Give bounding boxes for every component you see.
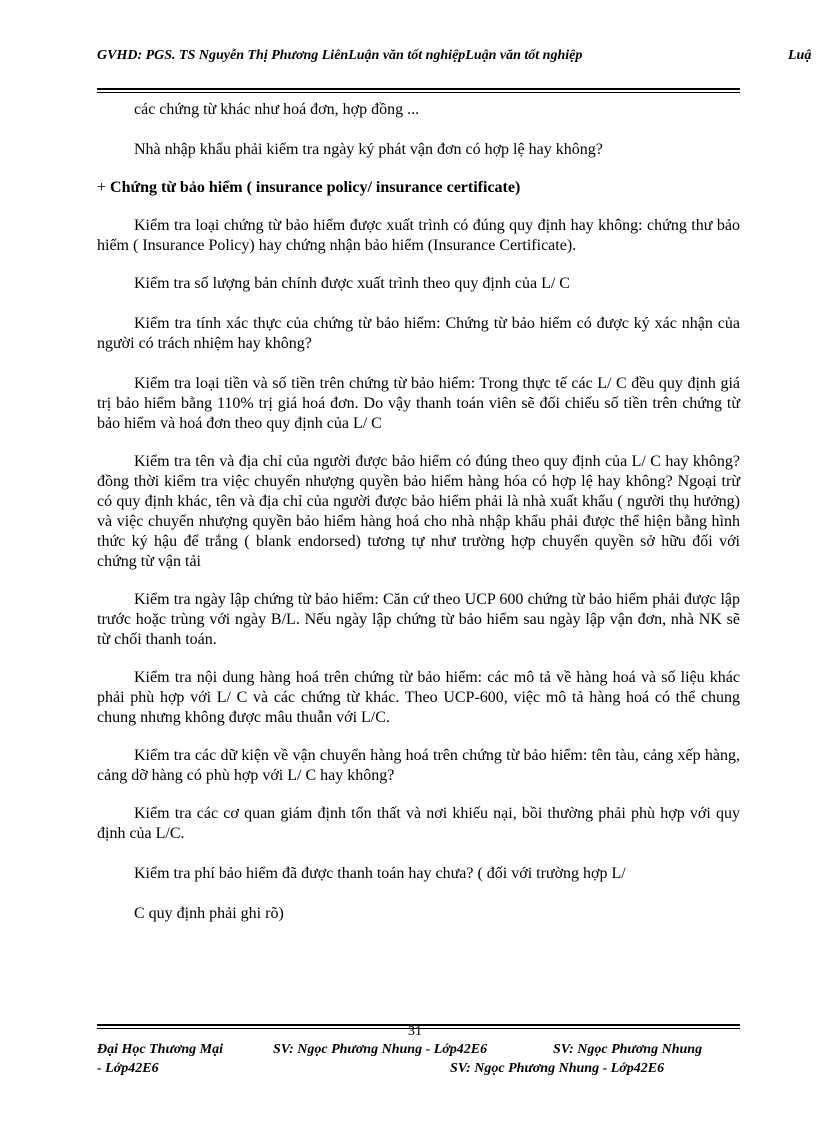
paragraph: Kiểm tra loại chứng từ bảo hiểm được xuất trình có đúng quy định hay không: chứng thư bảo hiểm ( Insurance Policy) hay chứng nhận bảo hiểm (Insurance Certificate). bbox=[97, 217, 740, 254]
page-number: 31 bbox=[408, 1024, 422, 1039]
paragraph: Kiểm tra tính xác thực của chứng từ bảo hiểm: Chứng từ bảo hiểm có được ký xác nhận của người có trách nhiệm hay không? bbox=[97, 315, 740, 352]
paragraph: Kiểm tra nội dung hàng hoá trên chứng từ bảo hiểm: các mô tả về hàng hoá và số liệu khác phải phù hợp với L/ C và các chứng từ khác. Theo UCP-600, việc mô tả hàng hoá có thể chung chung nhưng không được mâu thuẫn với L/C. bbox=[97, 669, 740, 726]
page-footer bbox=[97, 1040, 740, 1078]
header-rule-thin bbox=[97, 92, 740, 93]
footer-student: - Lớp42E6 bbox=[97, 1061, 159, 1076]
paragraph: Kiểm tra tên và địa chỉ của người được bảo hiểm có đúng theo quy định của L/ C hay không? đồng thời kiểm tra việc chuyển nhượng quyền bảo hiểm hàng hóa có hợp lệ hay không? Ngoại trừ có quy định khác, tên và địa chỉ của người được bảo hiểm phải là nhà xuất khẩu ( người thụ hưởng) và việc chuyển nhượng quyền bảo hiểm hàng hoá cho nhà nhập khẩu phải được thể hiện bằng hình thức ký hậu để trắng ( blank endorsed) tương tự như trường hợp chuyển quyền sở hữu đối với chứng từ vận tải bbox=[97, 453, 740, 570]
footer-school: Đại Học Thương Mại bbox=[97, 1042, 223, 1057]
paragraph: Kiểm tra số lượng bản chính được xuất trình theo quy định của L/ C bbox=[134, 275, 570, 292]
footer-student: SV: Ngọc Phương Nhung bbox=[553, 1042, 703, 1057]
paragraph: Kiểm tra phí bảo hiểm đã được thanh toán hay chưa? ( đối với trường hợp L/ bbox=[134, 865, 626, 882]
heading-text: Chứng từ bảo hiểm ( insurance policy/ insurance certificate) bbox=[110, 179, 521, 196]
footer-student: SV: Ngọc Phương Nhung - Lớp42E6 bbox=[273, 1042, 488, 1057]
heading-prefix: + bbox=[97, 179, 107, 196]
paragraph: Kiểm tra các dữ kiện về vận chuyển hàng hoá trên chứng từ bảo hiểm: tên tàu, cảng xếp hàng, cảng dỡ hàng có phù hợp với L/ C hay không? bbox=[97, 747, 740, 784]
header-rule-thick bbox=[97, 88, 740, 90]
header-left-text: GVHD: PGS. TS Nguyễn Thị Phương LiênLuận văn tốt nghiệpLuận văn tốt nghiệp bbox=[97, 48, 583, 63]
paragraph: Kiểm tra ngày lập chứng từ bảo hiểm: Căn cứ theo UCP 600 chứng từ bảo hiểm phải được lập trước hoặc trùng với ngày B/L. Nếu ngày lập chứng từ bảo hiểm sau ngày lập vận đơn, nhà NK sẽ từ chối thanh toán. bbox=[97, 591, 740, 648]
paragraph: Kiểm tra loại tiền và số tiền trên chứng từ bảo hiểm: Trong thực tế các L/ C đều quy định giá trị bảo hiểm bằng 110% trị giá hoá đơn. Do vậy thanh toán viên sẽ đối chiếu số tiền trên chứng từ bảo hiểm và hoá đơn theo quy định của L/ C bbox=[97, 375, 740, 432]
footer-student: SV: Ngọc Phương Nhung - Lớp42E6 bbox=[450, 1061, 665, 1076]
paragraph: Nhà nhập khẩu phải kiểm tra ngày ký phát vận đơn có hợp lệ hay không? bbox=[134, 141, 603, 158]
paragraph: C quy định phải ghi rõ) bbox=[134, 905, 284, 922]
paragraph: Kiểm tra các cơ quan giám định tổn thất và nơi khiếu nại, bồi thường phải phù hợp với quy định của L/C. bbox=[97, 805, 740, 842]
page-header bbox=[97, 48, 816, 70]
paragraph: các chứng từ khác như hoá đơn, hợp đồng ... bbox=[134, 101, 420, 118]
document-body bbox=[97, 100, 740, 924]
header-right-text: Luậ bbox=[788, 48, 812, 63]
section-heading bbox=[97, 178, 740, 198]
